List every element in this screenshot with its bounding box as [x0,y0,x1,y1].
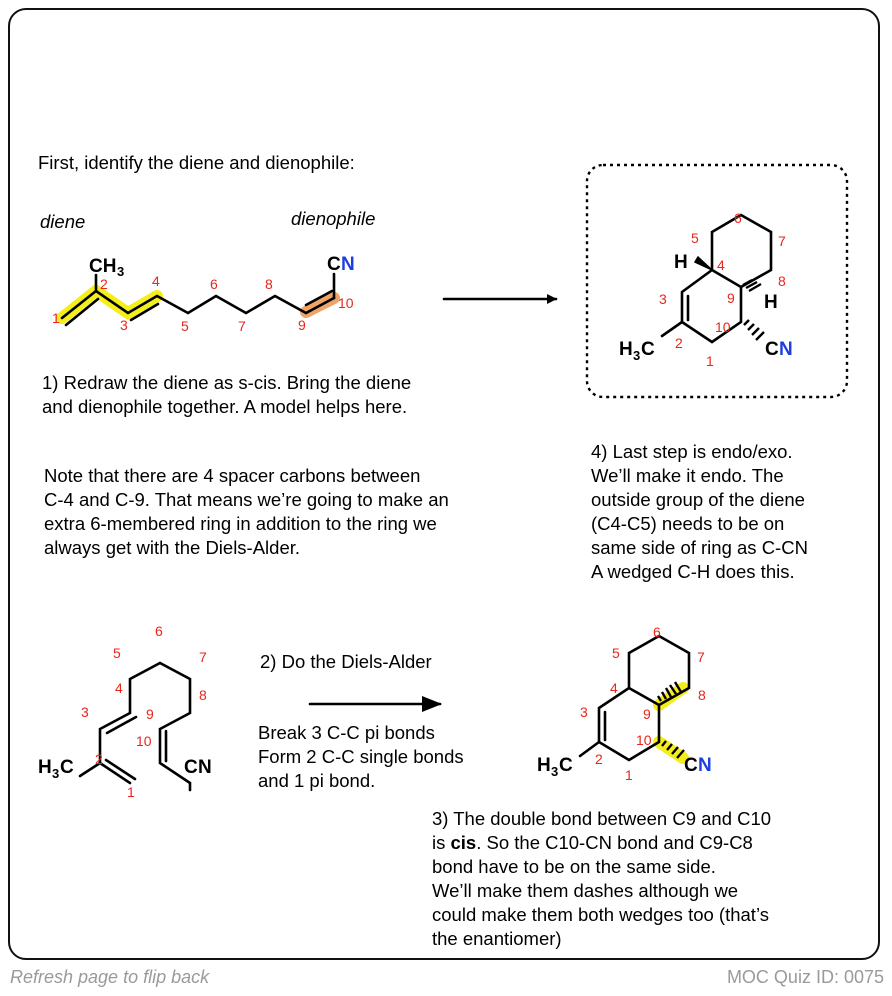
bond-c2-methyl [662,322,682,336]
carbon-number: 1 [127,784,135,800]
diene-label: diene [40,211,86,232]
nitrile-c: C [184,757,198,778]
carbon-number: 5 [181,318,189,334]
molecule-final-product [619,210,793,369]
methyl-h: H [537,755,551,776]
carbon-number: 2 [675,335,683,351]
nitrile-c: C [327,254,341,275]
carbon-number: 10 [338,295,354,311]
carbon-number: 3 [580,704,588,720]
hydrogen-c4: H [674,252,688,273]
note-line: Note that there are 4 spacer carbons between [44,465,421,486]
step3-line: 3) The double bond between C9 and C10 [432,808,772,829]
carbon-number: 10 [636,732,652,748]
carbon-number: 2 [595,751,603,767]
note-line: C-4 and C-9. That means we’re going to make an [44,489,449,510]
step4-line: (C4-C5) needs to be on [591,513,785,534]
nitrile-c: C [765,339,779,360]
molecule-linear-reactant [52,254,355,334]
carbon-number: 6 [734,210,742,226]
methyl-ch: CH [89,256,117,277]
step4-line: A wedged C-H does this. [591,561,795,582]
carbon-number: 4 [610,680,618,696]
methyl-c: C [60,757,74,778]
step2-line: and 1 pi bond. [258,770,376,791]
carbon-number: 3 [81,704,89,720]
carbon-number: 6 [653,624,661,640]
carbon-number: 5 [691,230,699,246]
carbon-chain [100,663,190,790]
carbon-number: 8 [778,273,786,289]
step1-line: 1) Redraw the diene as s-cis. Bring the diene [42,372,412,393]
carbon-number: 8 [265,276,273,292]
carbon-number: 4 [152,273,160,289]
intro-text: First, identify the diene and dienophile: [38,152,355,173]
step1-line: and dienophile together. A model helps here. [42,396,408,417]
step3-cis: cis [450,832,477,853]
carbon-number: 7 [238,318,246,334]
nitrile-c: C [684,755,698,776]
carbon-number: 8 [199,687,207,703]
carbon-number: 1 [625,767,633,783]
methyl-subscript: 3 [117,264,125,279]
footer-quiz-id: MOC Quiz ID: 0075 [726,967,884,987]
nitrile-n: N [198,757,212,778]
hydrogen-c9: H [764,292,778,313]
carbon-number: 2 [100,276,108,292]
note-line: extra 6-membered ring in addition to the ring we [44,513,437,534]
carbon-number: 1 [52,310,60,326]
step2-line: Break 3 C-C pi bonds [258,722,435,743]
carbon-chain [62,291,334,318]
step4-line: 4) Last step is endo/exo. [591,441,793,462]
carbon-number: 7 [697,649,705,665]
carbon-number: 10 [136,733,152,749]
carbon-number: 1 [706,353,714,369]
step3-is: is [432,832,451,853]
carbon-number: 9 [298,317,306,333]
dienophile-label: dienophile [291,208,376,229]
step3-line: could make them both wedges too (that’s [432,904,769,925]
step4-line: We’ll make it endo. The [591,465,784,486]
carbon-number: 5 [113,645,121,661]
step3-line: the enantiomer) [432,928,562,949]
step4-line: same side of ring as C-CN [591,537,808,558]
note-line: always get with the Diels-Alder. [44,537,301,558]
methyl-c: C [641,339,655,360]
step4-line: outside group of the diene [591,489,805,510]
double-bond-c3-c4 [107,717,136,733]
step2-title: 2) Do the Diels-Alder [260,651,432,672]
carbon-number: 9 [146,706,154,722]
carbon-number: 6 [155,623,163,639]
methyl-h: H [38,757,52,778]
dash-c10-cn [744,320,764,340]
methyl-subscript: 3 [52,766,60,781]
methyl-subscript: 3 [633,348,641,363]
carbon-number: 3 [659,291,667,307]
footer-refresh-hint[interactable]: Refresh page to flip back [10,967,210,987]
step2-line: Form 2 C-C single bonds [258,746,464,767]
carbon-number: 3 [120,317,128,333]
methyl-subscript: 3 [551,764,559,779]
carbon-number: 4 [115,680,123,696]
carbon-number: 9 [643,706,651,722]
carbon-number: 7 [778,233,786,249]
step3-line2-rest: . So the C10-CN bond and C9-C8 [476,832,753,853]
carbon-number: 8 [698,687,706,703]
nitrile-n: N [779,339,793,360]
nitrile-n: N [698,755,712,776]
carbon-number: 9 [727,290,735,306]
methyl-h: H [619,339,633,360]
carbon-number: 2 [95,751,103,767]
carbon-number: 7 [199,649,207,665]
carbon-number: 4 [717,257,725,273]
step3-line: We’ll make them dashes although we [432,880,739,901]
molecule-intermediate-product [537,624,712,783]
step3-line: bond have to be on the same side. [432,856,716,877]
carbon-number: 10 [715,319,731,335]
answer-box [587,165,847,397]
carbon-number: 6 [210,276,218,292]
wedge-c4-h [695,257,712,270]
molecule-s-cis-reactant [38,623,212,800]
methyl-c: C [559,755,573,776]
carbon-number: 5 [612,645,620,661]
nitrile-n: N [341,254,355,275]
